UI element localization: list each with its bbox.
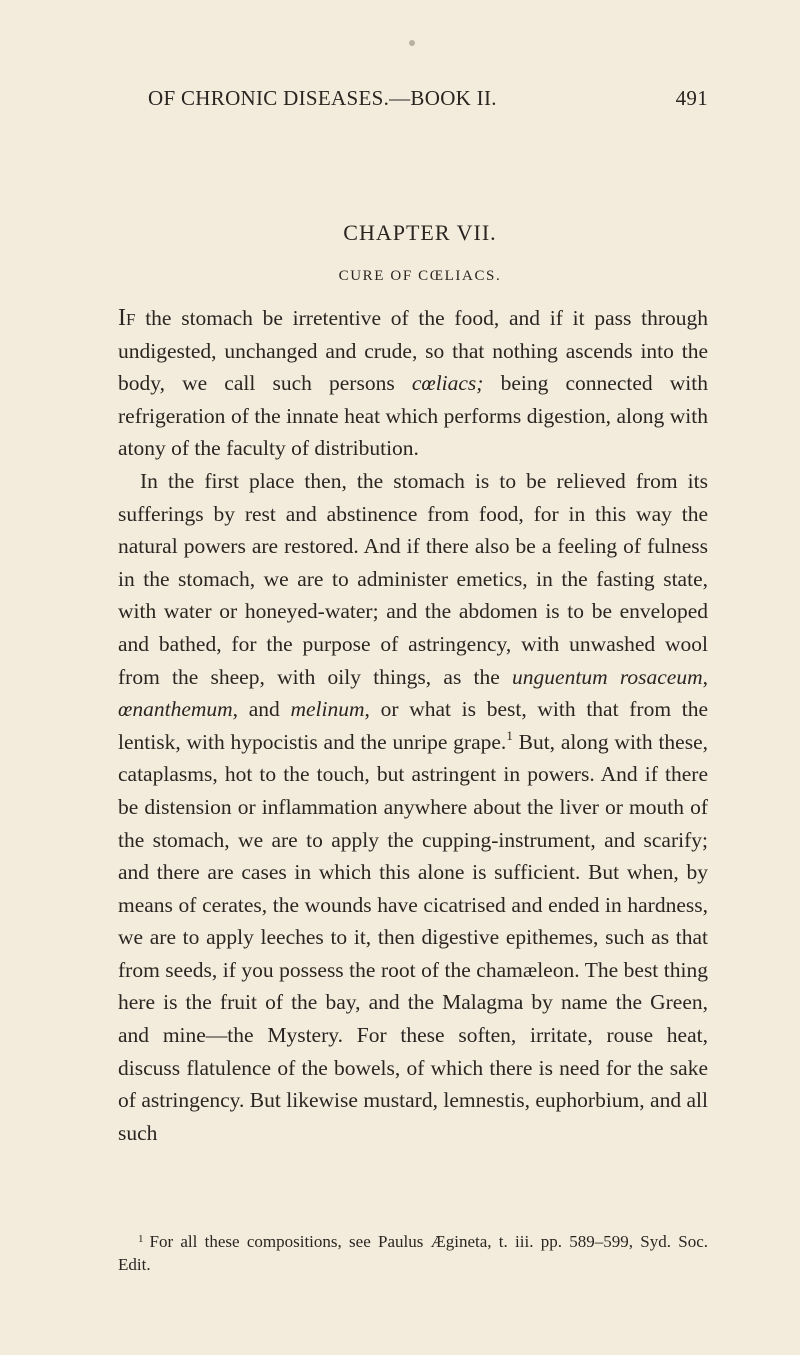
paragraph-2-text-c: But, along with these, cataplasms, hot to the touch, but astringent in powers. And if there be distension or inflammation anywhere about the liver or mouth of the stomach, we are to apply the cupping-instrument, and scarify; and there are cases in which this alone is sufficient. But when, by means of cerates, the wounds have cicatrised and ended in hardness, we are to apply leeches to it, then digestive epithemes, such as that from seeds, if you possess the root of the chamæleon. The best thing here is the fruit of the bay, and the Malagma by name the Green, and mine—the Mystery. For these soften, irritate, rouse heat, discuss flatulence of the bowels, of which there is need for the sake of astringency. But likewise mustard, lemnestis, euphorbium, and all such	[118, 729, 709, 1145]
paragraph-2-text-a: In the first place then, the stomach is to be relieved from its sufferings by rest and abstinence from food, for in this way the natural powers are restored. And if there also be a feeling of fulness in the stomach, we are to administer emetics, in the fasting state, with water or honeyed-water; and the abdomen is to be enveloped and bathed, for the purpose of astringency, with unwashed wool from the sheep, with oily things, as the	[118, 468, 708, 689]
body-text	[118, 302, 708, 1149]
paragraph-2-text-b: , or what is best, with that from the lentisk, with hypocistis and the unripe grape.	[118, 697, 709, 754]
page-number: 491	[675, 86, 708, 110]
paragraph-1	[118, 302, 708, 465]
paragraph-1-text-a: the stomach be irretentive of the food, and if it pass through undigested, unchanged and crude, so that nothing ascends into the body, we call such persons	[118, 306, 708, 396]
footnote-number: 1	[138, 1233, 144, 1245]
footnote	[118, 1228, 708, 1276]
chapter-subtitle: CURE OF CŒLIACS.	[338, 268, 502, 284]
paragraph-2-italic-2: œnanthemum	[118, 697, 233, 722]
paragraph-2-separator-1: ,	[702, 664, 708, 689]
footnote-reference: 1	[506, 727, 513, 743]
running-header	[118, 86, 708, 126]
ink-dot	[409, 40, 415, 46]
chapter-title: CHAPTER VII.	[343, 220, 497, 245]
paragraph-1-text-b: being connected with refrigeration of the innate heat which performs digestion, along with atony of the faculty of distribution.	[118, 371, 708, 461]
paragraph-2	[118, 465, 708, 1149]
paragraph-2-italic-3: melinum	[290, 697, 365, 722]
running-title: OF CHRONIC DISEASES.—BOOK II.	[148, 86, 497, 110]
paragraph-2-separator-2: , and	[232, 697, 291, 722]
footnote-text: For all these compositions, see Paulus Ægineta, t. iii. pp. 589–599, Syd. Soc. Edit.	[118, 1232, 708, 1274]
paragraph-1-italic: cœliacs;	[411, 371, 484, 396]
paragraph-2-italic-1: unguentum rosaceum	[512, 664, 703, 689]
opening-word: If	[118, 305, 136, 331]
